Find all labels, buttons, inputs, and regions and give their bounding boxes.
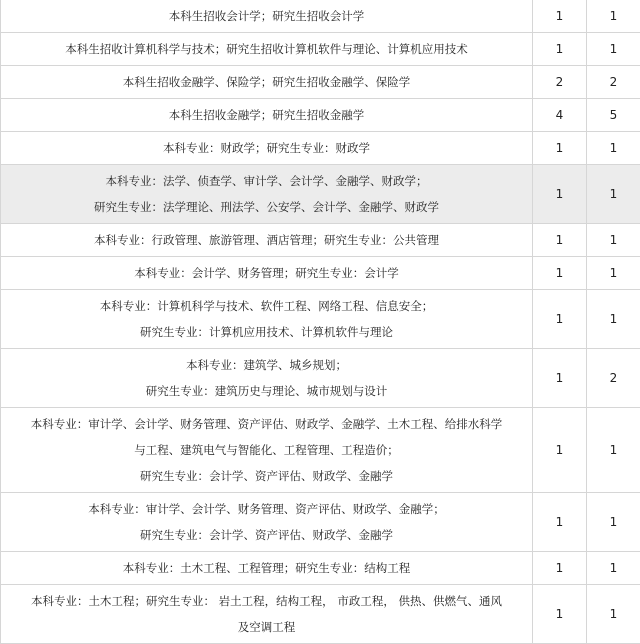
majors-cell — [1, 165, 533, 224]
majors-cell — [1, 349, 533, 408]
majors-line: 及空调工程 — [9, 614, 524, 640]
table-row — [1, 66, 640, 99]
majors-cell — [1, 0, 533, 33]
majors-line: 研究生专业：计算机应用技术、计算机软件与理论 — [9, 319, 524, 345]
majors-line: 研究生专业：会计学、资产评估、财政学、金融学 — [9, 463, 524, 489]
majors-line: 研究生专业：法学理论、刑法学、公安学、会计学、金融学、财政学 — [9, 194, 524, 220]
majors-cell — [1, 66, 533, 99]
majors-line: 本科专业：审计学、会计学、财务管理、资产评估、财政学、金融学； — [9, 496, 524, 522]
majors-line: 本科生招收计算机科学与技术；研究生招收计算机软件与理论、计算机应用技术 — [9, 36, 524, 62]
count-cell-b: 1 — [587, 290, 640, 349]
count-cell-a: 1 — [533, 0, 587, 33]
majors-cell — [1, 493, 533, 552]
majors-line: 本科专业：会计学、财务管理；研究生专业：会计学 — [9, 260, 524, 286]
count-cell-a: 1 — [533, 493, 587, 552]
majors-line: 研究生专业：建筑历史与理论、城市规划与设计 — [9, 378, 524, 404]
majors-line: 研究生专业：会计学、资产评估、财政学、金融学 — [9, 522, 524, 548]
count-cell-a: 1 — [533, 408, 587, 493]
majors-line: 本科生招收金融学、保险学；研究生招收金融学、保险学 — [9, 69, 524, 95]
majors-line: 本科专业：法学、侦查学、审计学、会计学、金融学、财政学； — [9, 168, 524, 194]
count-cell-b: 1 — [587, 552, 640, 585]
majors-line: 本科专业：土木工程；研究生专业： 岩土工程，结构工程， 市政工程， 供热、供燃气、通风 — [9, 588, 524, 614]
count-cell-a: 1 — [533, 165, 587, 224]
majors-line: 本科专业：行政管理、旅游管理、酒店管理；研究生专业：公共管理 — [9, 227, 524, 253]
majors-line: 本科专业：计算机科学与技术、软件工程、网络工程、信息安全； — [9, 293, 524, 319]
count-cell-b: 1 — [587, 132, 640, 165]
count-cell-b: 2 — [587, 349, 640, 408]
table-row — [1, 99, 640, 132]
table-row — [1, 408, 640, 493]
count-cell-b: 1 — [587, 33, 640, 66]
majors-cell — [1, 408, 533, 493]
count-cell-a: 1 — [533, 552, 587, 585]
count-cell-a: 1 — [533, 224, 587, 257]
table-row — [1, 493, 640, 552]
table-row — [1, 33, 640, 66]
count-cell-b: 1 — [587, 408, 640, 493]
count-cell-b: 1 — [587, 224, 640, 257]
table-row — [1, 552, 640, 585]
majors-line: 本科专业：审计学、会计学、财务管理、资产评估、财政学、金融学、土木工程、给排水科学 — [9, 411, 524, 437]
count-cell-b: 1 — [587, 493, 640, 552]
count-cell-a: 1 — [533, 132, 587, 165]
count-cell-b: 1 — [587, 0, 640, 33]
majors-line: 本科生招收会计学；研究生招收会计学 — [9, 3, 524, 29]
majors-line: 本科专业：财政学；研究生专业：财政学 — [9, 135, 524, 161]
table-row — [1, 224, 640, 257]
count-cell-a: 1 — [533, 33, 587, 66]
majors-line: 本科专业：建筑学、城乡规划； — [9, 352, 524, 378]
count-cell-b: 1 — [587, 257, 640, 290]
count-cell-a: 1 — [533, 585, 587, 644]
table-row — [1, 165, 640, 224]
majors-cell — [1, 99, 533, 132]
table-row — [1, 257, 640, 290]
count-cell-b: 2 — [587, 66, 640, 99]
count-cell-a: 1 — [533, 290, 587, 349]
count-cell-b: 5 — [587, 99, 640, 132]
majors-cell — [1, 257, 533, 290]
majors-cell — [1, 224, 533, 257]
count-cell-a: 1 — [533, 349, 587, 408]
count-cell-b: 1 — [587, 165, 640, 224]
table-row — [1, 132, 640, 165]
majors-line: 本科生招收金融学；研究生招收金融学 — [9, 102, 524, 128]
majors-cell — [1, 33, 533, 66]
majors-cell — [1, 552, 533, 585]
count-cell-a: 1 — [533, 257, 587, 290]
count-cell-b: 1 — [587, 585, 640, 644]
majors-cell — [1, 290, 533, 349]
majors-line: 与工程、建筑电气与智能化、工程管理、工程造价； — [9, 437, 524, 463]
majors-cell — [1, 132, 533, 165]
majors-cell — [1, 585, 533, 644]
table-row — [1, 290, 640, 349]
count-cell-a: 4 — [533, 99, 587, 132]
table-row — [1, 349, 640, 408]
majors-line: 本科专业：土木工程、工程管理；研究生专业：结构工程 — [9, 555, 524, 581]
count-cell-a: 2 — [533, 66, 587, 99]
table-row — [1, 0, 640, 33]
table-row — [1, 585, 640, 644]
